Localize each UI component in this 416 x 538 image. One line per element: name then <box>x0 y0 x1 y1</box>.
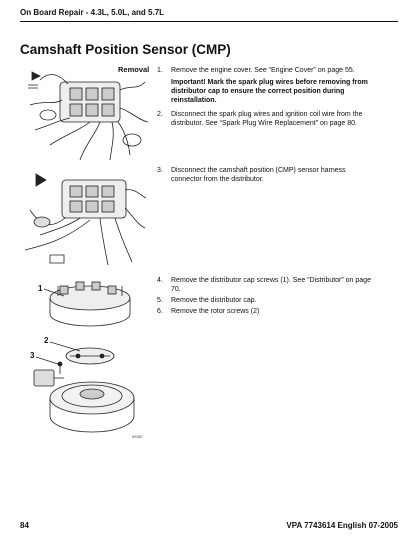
callout-1-leader <box>44 286 74 298</box>
step-text: Disconnect the camshaft position (CMP) sensor harness connector from the distributor. <box>171 167 346 183</box>
callout-3-leader <box>36 354 66 368</box>
figure-cmp-connector <box>20 170 150 270</box>
document-id: VPA 7743614 English 07-2005 <box>286 521 398 530</box>
callout-2: 2 <box>44 336 49 345</box>
step-number: 3. <box>157 167 163 174</box>
step-text: Remove the distributor cap. <box>171 297 257 304</box>
step-number: 2. <box>157 111 163 118</box>
step-number: 4. <box>157 277 163 284</box>
step-text: Remove the engine cover. See “Engine Cover” on page 55. <box>171 67 355 74</box>
step-number: 5. <box>157 297 163 304</box>
callout-3: 3 <box>30 351 35 360</box>
step-text: Remove the rotor screws (2) <box>171 308 260 315</box>
important-note: Important! Mark the spark plug wires before removing from distributor cap to ensure the correct position during reinstallation. <box>171 79 368 104</box>
page-header <box>20 8 398 22</box>
removal-label: Removal <box>118 65 150 74</box>
page-number: 84 <box>20 521 29 530</box>
step-number: 1. <box>157 67 163 74</box>
callout-1: 1 <box>38 284 43 293</box>
figure-code: 09267 <box>132 434 144 439</box>
step-text: Disconnect the spark plug wires and ignition coil wire from the distributor. See “Spark Plug Wire Replacement” on page 80. <box>171 111 363 127</box>
figure-distributor-wires <box>20 60 150 165</box>
header-title: On Board Repair - 4.3L, 5.0L, and 5.7L <box>20 8 165 17</box>
step-number: 6. <box>157 308 163 315</box>
step-text: Remove the distributor cap screws (1). See “Distributor” on page 70. <box>171 277 371 293</box>
callout-2-leader <box>50 339 90 353</box>
section-title: Camshaft Position Sensor (CMP) <box>20 42 231 57</box>
